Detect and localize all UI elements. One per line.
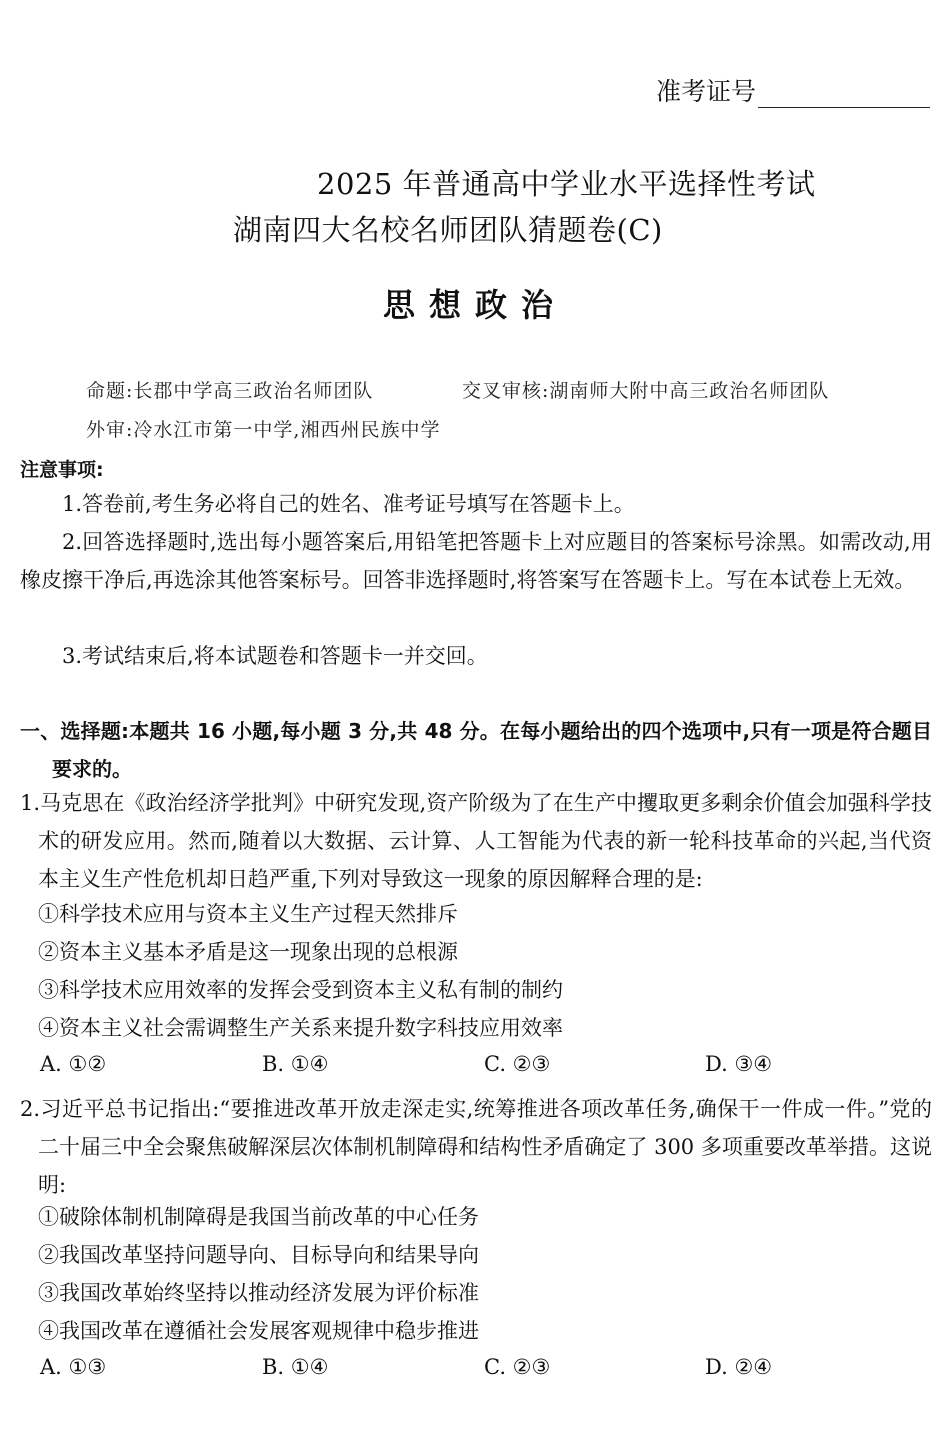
section-heading: 一、选择题:本题共 16 小题,每小题 3 分,共 48 分。在每小题给出的四个选项中,只有一项是符合题目要求的。 bbox=[20, 719, 932, 781]
answer-choice-b: B. ①④ bbox=[262, 1355, 329, 1379]
answer-choice-d: D. ②④ bbox=[705, 1355, 773, 1379]
admission-ticket-label: 准考证号 bbox=[655, 77, 756, 106]
question-option: ④我国改革在遵循社会发展客观规律中稳步推进 bbox=[38, 1319, 479, 1343]
question-option: ③科学技术应用效率的发挥会受到资本主义私有制的制约 bbox=[38, 978, 563, 1002]
credit-review: 交叉审核:湖南师大附中高三政治名师团队 bbox=[462, 380, 830, 402]
exam-title: 2025 年普通高中学业水平选择性考试 bbox=[317, 167, 816, 201]
admission-ticket-field bbox=[656, 72, 930, 108]
question-option: ④资本主义社会需调整生产关系来提升数字科技应用效率 bbox=[38, 1016, 563, 1040]
notice-item: 2.回答选择题时,选出每小题答案后,用铅笔把答题卡上对应题目的答案标号涂黑。如需改动,用橡皮擦干净后,再选涂其他答案标号。回答非选择题时,将答案写在答题卡上。写在本试卷上无效。 bbox=[20, 530, 932, 592]
answer-choice-c: C. ②③ bbox=[484, 1052, 551, 1076]
notice-heading: 注意事项: bbox=[20, 459, 104, 481]
exam-subtitle: 湖南四大名校名师团队猜题卷(C) bbox=[233, 213, 663, 247]
question-option: ③我国改革始终坚持以推动经济发展为评价标准 bbox=[38, 1281, 479, 1305]
subject-title: 思想政治 bbox=[382, 286, 567, 324]
notice-item: 3.考试结束后,将本试题卷和答题卡一并交回。 bbox=[62, 644, 488, 668]
question-stem: 2.习近平总书记指出:“要推进改革开放走深走实,统筹推进各项改革任务,确保干一件成一件。”党的二十届三中全会聚焦破解深层次体制机制障碍和结构性矛盾确定了 300 多项重要改革举措。这说明: bbox=[20, 1097, 932, 1197]
credit-external: 外审:冷水江市第一中学,湘西州民族中学 bbox=[86, 419, 441, 441]
question-option: ①科学技术应用与资本主义生产过程天然排斥 bbox=[38, 902, 458, 926]
question-option: ②资本主义基本矛盾是这一现象出现的总根源 bbox=[38, 940, 458, 964]
question-stem: 1.马克思在《政治经济学批判》中研究发现,资产阶级为了在生产中攫取更多剩余价值会加强科学技术的研发应用。然而,随着以大数据、云计算、人工智能为代表的新一轮科技革命的兴起,当代资本主义生产性危机却日趋严重,下列对导致这一现象的原因解释合理的是: bbox=[20, 791, 932, 891]
question-option: ②我国改革坚持问题导向、目标导向和结果导向 bbox=[38, 1243, 479, 1267]
notice-item: 1.答卷前,考生务必将自己的姓名、准考证号填写在答题卡上。 bbox=[62, 492, 635, 516]
answer-choice-a: A. ①③ bbox=[40, 1355, 107, 1379]
answer-choice-a: A. ①② bbox=[40, 1052, 107, 1076]
question-option: ①破除体制机制障碍是我国当前改革的中心任务 bbox=[38, 1205, 479, 1229]
answer-choice-c: C. ②③ bbox=[484, 1355, 551, 1379]
admission-ticket-blank bbox=[758, 77, 930, 108]
answer-choice-d: D. ③④ bbox=[705, 1052, 773, 1076]
credit-author: 命题:长郡中学高三政治名师团队 bbox=[86, 380, 374, 402]
answer-choice-b: B. ①④ bbox=[262, 1052, 329, 1076]
